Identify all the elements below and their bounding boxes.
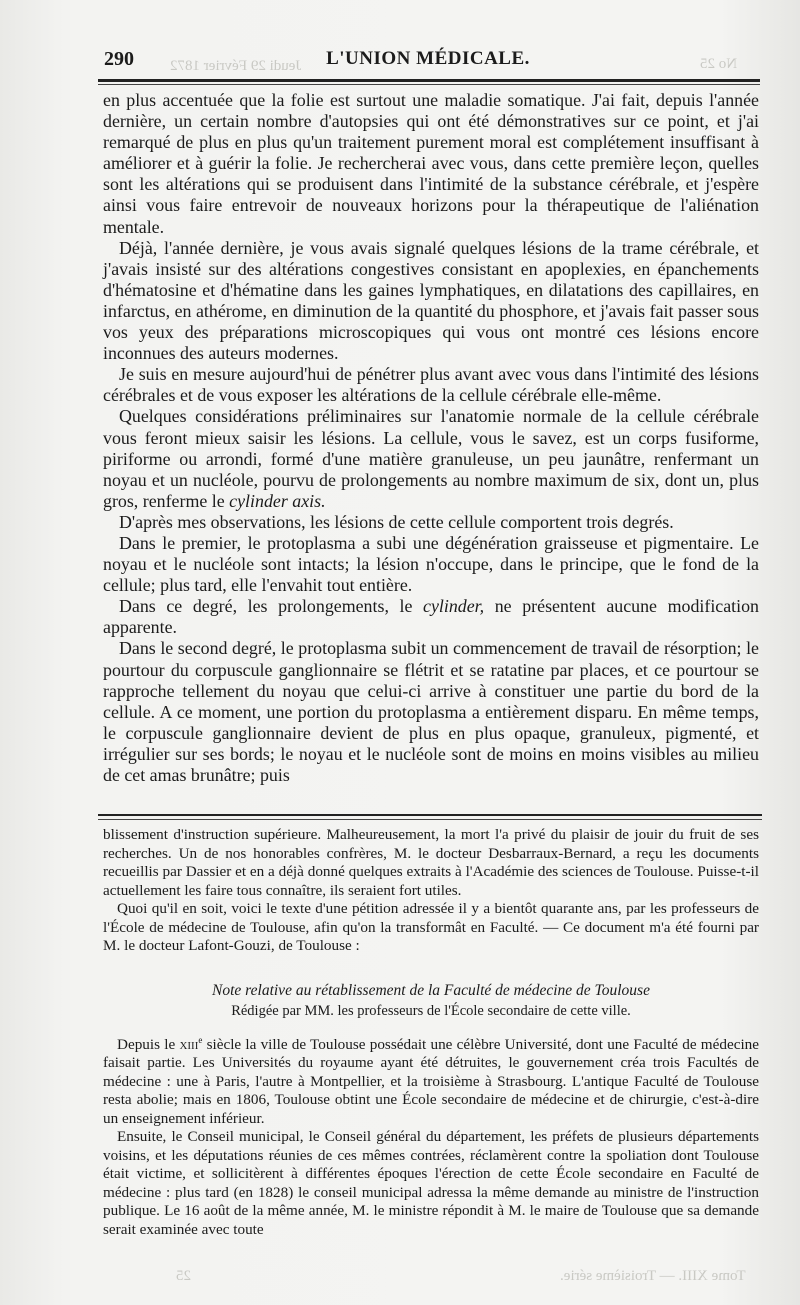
paragraph: Je suis en mesure aujourd'hui de pénétrer plus avant avec vous dans l'intimité des lésions cérébrales et de vous exposer les altérations de la cellule cérébrale elle-même. — [103, 364, 759, 406]
bleed-through-top: Jeudi 29 Février 1872 — [170, 58, 302, 74]
paragraph: Déjà, l'année dernière, je vous avais signalé quelques lésions de la trame cérébrale, et j'avais insisté sur des altérations congestives consistant en apoplexies, en épanchements d'hématosine et d'hématine dans les gaines lymphatiques, en dilatations des capillaires, en infarctus, en athérome, en diminution de la quantité du phosphore, et j'avais fait passer sous vos yeux des préparations microscopiques qui vous ont montré ces lésions encore inconnues des auteurs modernes. — [103, 237, 759, 364]
bleed-through-bottom-number: 25 — [176, 1268, 191, 1284]
text-run: ne présentent aucune modification apparente. — [103, 596, 760, 638]
paragraph: D'après mes observations, les lésions de cette cellule comportent trois degrés. — [119, 511, 674, 532]
footnote-paragraph — [103, 1031, 759, 1129]
bleed-through-bottom: Tome XIII. — Troisième série. — [560, 1268, 746, 1284]
note-subtitle: Rédigée par MM. les professeurs de l'École secondaire de cette ville. — [231, 1003, 631, 1019]
text-run: Quelques considérations préliminaires sur l'anatomie normale de la cellule cérébrale vous feront mieux saisir les lésions. La cellule, vous le savez, est un corps fusiforme, piriforme ou arrondi, formé d'une matière granuleuse, un peu jaunâtre, renfermant un noyau et un nucléole, pourvu de prolongements au nombre maximum de six, dont un, plus gros, renferme le — [103, 406, 759, 511]
running-head — [98, 46, 758, 76]
text-run: siècle la ville de Toulouse possédait une célèbre Université, dont une Faculté de médecine faisait partie. Les Universités du royaume ayant été détruites, le gouvernement créa trois Facultés de médecine : une à Paris, l'autre à Montpellier, et la troisième à Strasbourg. L'antique Faculté de Toulouse resta abolie; mais en 1806, Toulouse obtint une École secondaire de médecine et de chirurgie, c'est-à-dire un enseignement inférieur. — [103, 1035, 759, 1127]
italic-term: cylinder axis. — [229, 490, 326, 511]
paragraph: en plus accentuée que la folie est surtout une maladie somatique. J'ai fait, depuis l'année dernière, un certain nombre d'autopsies qui ont été démonstratives sur ce point, et j'ai remarqué de plus en plus qu'un traitement purement moral est complétement insuffisant à améliorer et à guérir la folie. Je rechercherai avec vous, dans cette première leçon, quelles sont les altérations qui se produisent dans l'intimité de la substance cérébrale, et j'espère ainsi vous faire entrevoir de nouveaux horizons pour la thérapeutique de l'aliénation mentale. — [103, 90, 759, 237]
text-run: Depuis le — [117, 1035, 180, 1053]
footnote-rule — [98, 814, 762, 816]
note-title: Note relative au rétablissement de la Faculté de médecine de Toulouse — [212, 981, 650, 999]
header-rule-thin — [98, 84, 760, 85]
italic-term: cylinder, — [423, 596, 485, 617]
footnote-paragraph: Ensuite, le Conseil municipal, le Conseil général du département, les préfets de plusieurs départements voisins, et les députations réunies de ces mêmes contrées, réclamèrent contre la spoliation dont Toulouse était victime, et sollicitèrent à différentes époques l'érection de cette École secondaire en Faculté de médecine : plus tard (en 1828) le conseil municipal adressa la même demande au ministre de l'instruction publique. Le 16 août de la même année, M. le ministre répondit à M. le maire de Toulouse que sa demande serait examinée avec toute — [103, 1128, 759, 1238]
page-number: 290 — [104, 48, 134, 70]
journal-title: L'UNION MÉDICALE. — [326, 48, 530, 69]
paragraph: Dans le premier, le protoplasma a subi une dégénération graisseuse et pigmentaire. Le noyau et le nucléole sont intacts; la lésion n'occupe, dans le principe, que le fond de la cellule; plus tard, elle l'envahit tout entière. — [103, 532, 759, 596]
paragraph — [103, 406, 759, 511]
header-rule — [98, 79, 760, 82]
paragraph: Dans le second degré, le protoplasma subit un commencement de travail de résorption; le pourtour du corpuscule ganglionnaire se flétrit et se ratatine par places, et ce pourtour se rapproche tellement du noyau que celui-ci arrive à constituer une partie du bord de la cellule. A ce moment, une portion du protoplasma a entièrement disparu. En même temps, le corpuscule ganglionnaire devient de plus en plus opaque, granuleux, pigmenté, et irrégulier sur ses bords; le noyau et le nucléole sont de moins en moins visibles au milieu de cet amas brunâtre; puis — [103, 638, 759, 785]
footnote-rule-thin — [98, 819, 762, 820]
bleed-through-top-right: No 25 — [700, 56, 738, 72]
footnote-paragraph: Quoi qu'il en soit, voici le texte d'une pétition adressée il y a bientôt quarante ans, par les professeurs de l'École de médecine de Toulouse, afin qu'on la transformât en Faculté. — Ce document m'a été fourni par M. le docteur Lafont-Gouzi, de Toulouse : — [103, 900, 759, 954]
paragraph — [103, 596, 759, 638]
footnote-text — [103, 826, 759, 1239]
superscript: e — [198, 1034, 203, 1045]
text-run: Dans ce degré, les prolongements, le — [119, 596, 424, 617]
century-numeral: xiii — [179, 1035, 199, 1053]
main-text — [103, 90, 759, 786]
footnote-paragraph: blissement d'instruction supérieure. Malheureusement, la mort l'a privé du plaisir de jouir du fruit de ses recherches. Un de nos honorables confrères, M. le docteur Desbarraux-Bernard, a reçu les documents recueillis par Dassier et en a déjà donné quelques extraits à l'Académie des sciences de Toulouse. Puisse-t-il actuellement les faire tous connaître, ils seraient fort utiles. — [103, 826, 759, 899]
